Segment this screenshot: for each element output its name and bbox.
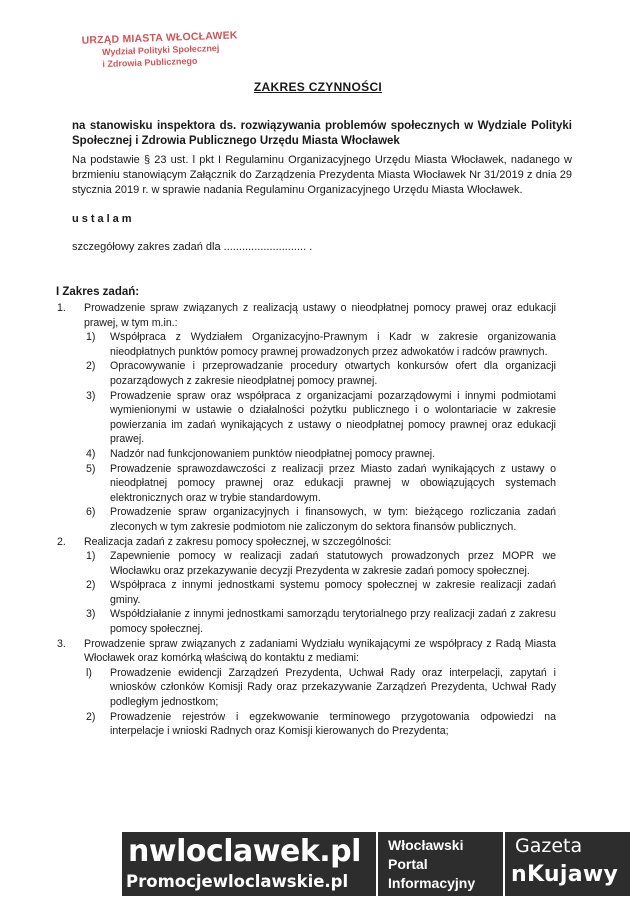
sub-item (82, 578, 556, 607)
sub-item (82, 666, 556, 710)
ustalam-word: ustalam (72, 213, 135, 225)
sub-item-number: 2) (86, 579, 96, 592)
legal-basis-paragraph: Na podstawie § 23 ust. l pkt I Regulaminu Organizacyjnego Urzędu Miasta Włocławek, nadanego w brzmieniu stanowiącym Załącznik do Zarządzenia Prezydenta Miasta Włocławek Nr 31/2019 z dnia 29 stycznia 2019 r. w sprawie nadania Regulaminu Organizacyjnego Urzędu Miasta Włocławek. (72, 154, 572, 196)
sub-item-number: 2) (86, 360, 96, 373)
sub-item-text: Prowadzenie rejestrów i egzekwowanie terminowego przygotowania odpowiedzi na interpelacje i wnioski Radnych oraz Komisji kierowanych do Prezydenta; (110, 710, 556, 738)
sub-item-text: Nadzór nad funkcjonowaniem punktów nieodpłatnej pomocy prawnej. (110, 447, 436, 460)
sub-item-number: l) (86, 666, 92, 679)
sub-item-number: 1) (86, 331, 96, 344)
sub-item-text: Zapewnienie pomocy w realizacji zadań statutowych prowadzonych przez MOPR we Włocławku oraz przekazywanie decyzji Prezydenta w zakresie zadań pomocy społecznej. (110, 550, 556, 577)
sub-item-number: 2) (86, 710, 96, 723)
portal-line: Włocławski (388, 837, 464, 853)
sub-item-text: Prowadzenie spraw organizacyjnych i finansowych, w tym: bieżącego rozliczania zadań zleconych w tym zakresie podmiotom nie zaliczonym do sektora finansów publicznych. (110, 506, 556, 533)
sub-item-number: 1) (86, 550, 96, 563)
list-item (56, 637, 556, 666)
item-number: 1. (57, 302, 66, 314)
item-number: 2. (57, 535, 66, 548)
sub-item-number: 4) (86, 447, 96, 460)
sub-item (82, 359, 556, 388)
sub-item-number: 6) (86, 506, 96, 519)
sub-item (82, 607, 556, 636)
sub-item-text: Opracowywanie i przeprowadzanie procedury otwartych konkursów ofert dla organizacji pozarządowych z zakresie nieodpłatnej pomocy prawnej. (110, 360, 556, 387)
gazeta-word: Gazeta (515, 835, 583, 857)
sub-item-text: Prowadzenie spraw oraz współpraca z organizacjami pozarządowymi i innymi podmiotami wymienionymi w ustawie o działalności pożytku publicznego i o wolontariacie w zakresie powierzania im zadań wynikających z ustawy o nieodpłatnej pomocy prawnej oraz edukacji prawej. (110, 389, 556, 446)
sub-item (82, 505, 556, 534)
portal-line: Informacyjny (388, 875, 476, 891)
item-number: 3. (57, 637, 66, 650)
footer-banner (122, 832, 630, 896)
portal-label (378, 832, 503, 896)
document-title: ZAKRES CZYNNOŚCI (253, 80, 383, 94)
stamp-line-1: URZĄD MIASTA WŁOCŁAWEK (81, 29, 238, 47)
sub-item-text: Prowadzenie sprawozdawczości z realizacji przez Miasto zadań wynikających z ustawy o nieodpłatnej pomocy prawnej oraz edukacji prawnej w obowiązujących systemach elektronicznych oraz w trybie standardowym. (110, 462, 556, 504)
section-heading: I Zakres zadań: (56, 286, 140, 298)
sub-item (82, 389, 556, 447)
brand-main-link[interactable]: nwloclawek.pl (128, 834, 361, 869)
sub-item (82, 330, 556, 359)
sub-item (82, 462, 556, 506)
list-item (56, 535, 556, 550)
item-text: Prowadzenie spraw związanych z zadaniami Wydziału wynikającymi ze współpracy z Radą Miasta Włocławek oraz komórką właściwą do kontaktu z mediami: (84, 637, 556, 665)
item-text: Prowadzenie spraw związanych z realizacją ustawy o nieodpłatnej pomocy prawej oraz edukacji prawej, w tym m.in.: (84, 302, 556, 329)
sub-item-text: Współpraca z Wydziałem Organizacyjno-Prawnym i Kadr w zakresie organizowania nieodpłatnych punktów pomocy prawnej prowadzonych przez adwokatów i radców prawnych. (110, 331, 556, 358)
sub-item-text: Współpraca z innymi jednostkami systemu pomocy społecznej w zakresie realizacji zadań gminy. (110, 579, 556, 606)
stamp-line-3: i Zdrowia Publicznego (102, 55, 198, 70)
item-text: Realizacja zadań z zakresu pomocy społecznej, w szczególności: (84, 535, 392, 548)
stamp-line-2: Wydział Polityki Społecznej (101, 43, 220, 58)
scope-line: szczegółowy zakres zadań dla ........................... . (72, 241, 313, 253)
sub-item-text: Współdziałanie z innymi jednostkami samorządu terytorialnego przy realizacji zadań z zakresu pomocy społecznej. (110, 608, 556, 636)
sub-item-number: 3) (86, 389, 96, 402)
brand-sub-link[interactable]: Promocjewloclawskie.pl (126, 872, 349, 891)
gazeta-name: nKujawy (511, 862, 619, 887)
office-stamp (81, 29, 242, 71)
portal-brand[interactable] (122, 832, 376, 896)
sub-item-number: 5) (86, 462, 96, 475)
task-list (56, 301, 556, 739)
sub-item-text: Prowadzenie ewidencji Zarządzeń Prezydenta, Uchwał Rady oraz interpelacji, zapytań i wniosków członków Komisji Rady oraz przekazywanie Zarządzeń Prezydenta, Uchwał Rady podległym jednostkom; (110, 666, 556, 709)
sub-item (82, 447, 556, 462)
sub-item (82, 549, 556, 578)
sub-item (82, 710, 556, 739)
portal-line: Portal (388, 856, 428, 872)
position-subtitle: na stanowisku inspektora ds. rozwiązywania problemów społecznych w Wydziale Polityki Społecznej i Zdrowia Publicznego Urzędu Miasta Włocławek (72, 120, 572, 147)
gazeta-brand[interactable] (505, 832, 630, 896)
sub-item-number: 3) (86, 608, 96, 621)
list-item (56, 301, 556, 330)
